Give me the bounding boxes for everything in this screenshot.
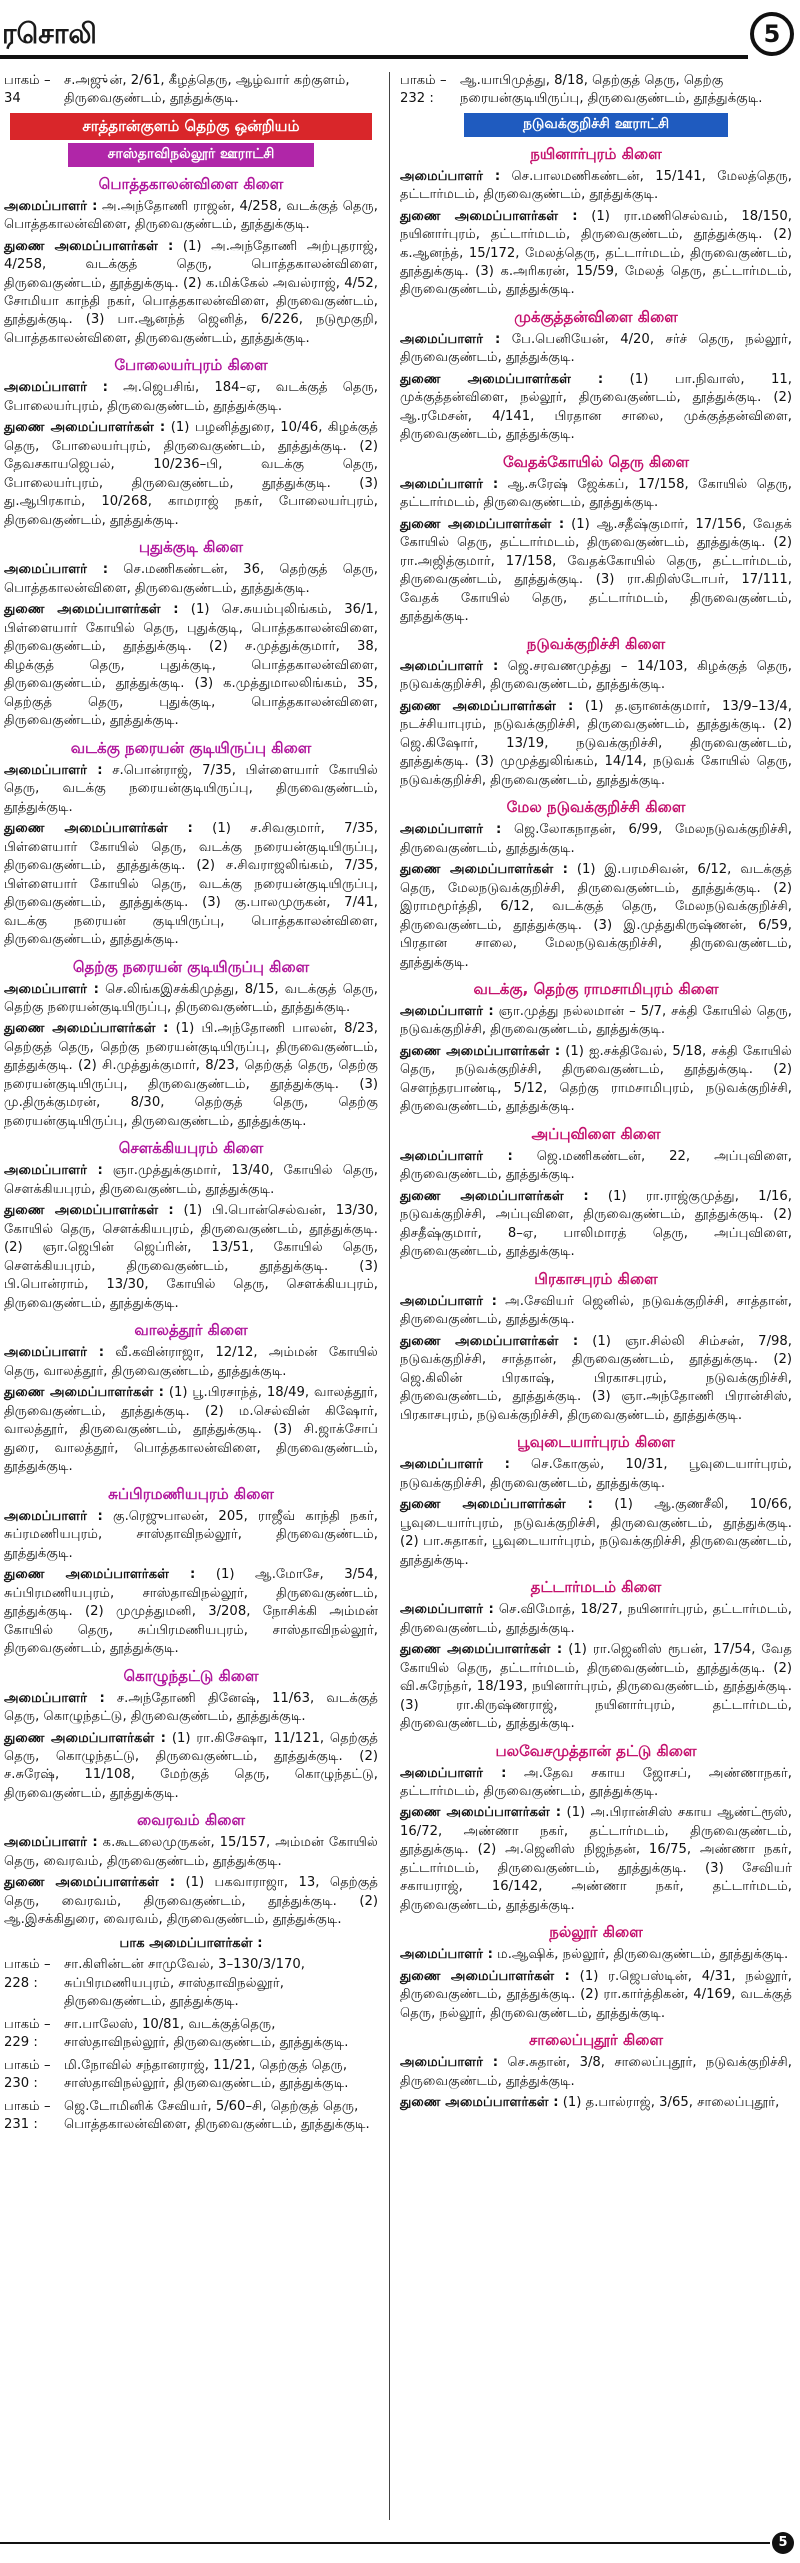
entry-label: அமைப்பாளர் : bbox=[4, 1345, 105, 1361]
entry-label: அமைப்பாளர் : bbox=[400, 1602, 494, 1618]
entry-text: க.கூடலைமுருகன், 15/157, அம்மன் கோயில் தெரு, வைரவம், திருவைகுண்டம், தூத்துக்குடி. bbox=[4, 1835, 378, 1869]
entry-label: அமைப்பாளர் : bbox=[4, 1163, 103, 1179]
ward-entry bbox=[4, 2098, 378, 2135]
branch-title: சௌக்கியபுரம் கிளை bbox=[118, 1139, 264, 1158]
entry-text: ச.அந்தோணி தினேஷ், 11/63, வடக்குத் தெரு, கொழுந்தட்டு, திருவைகுண்டம், தூத்துக்குடி. bbox=[4, 1690, 378, 1725]
entry-label: துணை அமைப்பாளர்கள் : bbox=[400, 698, 574, 714]
organizer-entry bbox=[4, 198, 378, 235]
entry-text: (1) ஆ.மோசே, 3/54, சுப்பிரமணியபுரம், சாஸ்தாவிநல்லூர், திருவைகுண்டம், தூத்துக்குடி. (2) முமுத்துமனி, 3/208, நோசிக்கி அம்மன் கோயில் தெரு, சுப்பிரமணியபுரம், சாஸ்தாவிநல்லூர், திருவைகுண்டம், தூத்துக்குடி. bbox=[4, 1567, 379, 1657]
entry-text: செ.லிங்கஇசக்கிமுத்து, 8/15, வடக்குத் தெரு, தெற்கு நரையன்குடியிருப்பு, திருவைகுண்டம், தூத்துக்குடி. bbox=[4, 981, 379, 1015]
organizer-entry bbox=[4, 1834, 378, 1871]
ward-text: ஆ.யாபிமுத்து, 8/18, தெற்குத் தெரு, தெற்கு நரையன்குடியிருப்பு, திருவைகுண்டம், தூத்துக்குடி. bbox=[460, 73, 763, 107]
entry-text: (1) ரா.மணிசெல்வம், 18/150, நயினார்புரம், தட்டார்மடம், திருவைகுண்டம், தூத்துக்குடி. (2) க.ஆனந்த், 15/172, மேலத்தெரு, தட்டார்மடம், திருவைகுண்டம், தூத்துக்குடி. (3) க.அரிகரன், 15/59, மேலத் தெரு, தட்டார்மடம், திருவைகுண்டம், தூத்துக்குடி. bbox=[400, 208, 792, 298]
ward-entry bbox=[4, 2057, 378, 2094]
entry-text: ஆ.சுரேஷ் ஜேக்கப், 17/158, கோயில் தெரு, தட்டார்மடம், திருவைகுண்டம், தூத்துக்குடி. bbox=[400, 476, 793, 511]
organizer-entry bbox=[400, 2054, 792, 2091]
entry-label: அமைப்பாளர் : bbox=[400, 168, 501, 184]
branch-title: பலவேசமுத்தான் தட்டு கிளை bbox=[495, 1741, 697, 1760]
entry-text: அ.சேவியர் ஜெனில், நடுவக்குறிச்சி, சாத்தான், திருவைகுண்டம், தூத்துக்குடி. bbox=[400, 1293, 792, 1328]
branch-title: வடக்கு, தெற்கு ராமசாமிபுரம் கிளை bbox=[473, 980, 719, 998]
organizer-entry bbox=[400, 1946, 792, 1964]
entry-text: (1) பழனித்துரை, 10/46, கிழக்குத் தெரு, போலையர்புரம், திருவைகுண்டம், தூத்துக்குடி. (2) தேவசகாயஜெபல், 10/236–பி, வடக்கு தெரு, போலையர்புரம், திருவைகுண்டம், தூத்துக்குடி. (3) து.ஆபிரகாம், 10/268, காமராஜ் நகர், போலையர்புரம், திருவைகுண்டம், தூத்துக்குடி. bbox=[4, 420, 378, 528]
organizer-entry bbox=[4, 379, 378, 416]
entry-label: அமைப்பாளர் : bbox=[400, 476, 499, 492]
entry-label: அமைப்பாளர் : bbox=[400, 822, 502, 838]
entry-label: துணை அமைப்பாளர்கள் : bbox=[4, 821, 193, 837]
organizer-entry bbox=[400, 658, 792, 695]
entry-label: அமைப்பாளர் : bbox=[400, 1765, 507, 1781]
branch-title: கொழுந்தட்டு கிளை bbox=[123, 1666, 259, 1685]
entry-text: அ.தேவ சகாய ஜோசப், அண்ணாநகர், தட்டார்மடம், திருவைகுண்டம், தூத்துக்குடி. bbox=[400, 1765, 792, 1799]
entry-label: அமைப்பாளர் : bbox=[400, 2055, 499, 2071]
organizer-entry bbox=[4, 981, 378, 1018]
entry-text: ச.பொன்ராஜ், 7/35, பிள்ளையார் கோயில் தெரு, வடக்கு நரையன்குடியிருப்பு, திருவைகுண்டம், தூத்துக்குடி. bbox=[4, 762, 378, 815]
entry-label: துணை அமைப்பாளர்கள் : bbox=[400, 2095, 559, 2111]
entry-label: துணை அமைப்பாளர்கள் : bbox=[400, 1188, 589, 1204]
entry-label: துணை அமைப்பாளர்கள் : bbox=[400, 862, 568, 878]
deputy-organizers-entry bbox=[400, 861, 792, 972]
panchayat-title-bar: சாஸ்தாவிநல்லூர் ஊராட்சி bbox=[68, 143, 314, 167]
left-column bbox=[0, 72, 384, 2520]
right-column bbox=[394, 72, 796, 2520]
page-header bbox=[0, 0, 800, 72]
entry-text: (1) ரா.ஜெனிஸ் ரூபன், 17/54, வேத கோயில் தெரு, தட்டார்மடம், திருவைகுண்டம், தூத்துக்குடி. (2) வி.சுரேந்தர், 18/193, நயினார்புரம், திருவைகுண்டம், தூத்துக்குடி. (3) ரா.கிருஷ்ணராஜ், நயினார்புரம், தட்டார்மடம், திருவைகுண்டம், தூத்துக்குடி. bbox=[400, 1642, 792, 1732]
entry-text: (1) த.பால்ராஜ், 3/65, சாலைப்புதூர், bbox=[562, 2095, 780, 2111]
ward-list bbox=[4, 1956, 378, 2134]
entry-text: அ.அந்தோணி ராஜன், 4/258, வடக்குத் தெரு, பொத்தகாலன்விளை, திருவைகுண்டம், தூத்துக்குடி. bbox=[4, 198, 378, 233]
branch-title: வடக்கு நரையன் குடியிருப்பு கிளை bbox=[70, 738, 312, 757]
deputy-organizers-entry bbox=[4, 820, 378, 949]
ward-entry bbox=[4, 72, 378, 109]
organizer-entry bbox=[400, 168, 792, 205]
organizer-entry bbox=[4, 762, 378, 817]
entry-label: துணை அமைப்பாளர்கள் : bbox=[400, 1333, 579, 1349]
entry-label: அமைப்பாளர் : bbox=[4, 762, 103, 778]
organizer-entry bbox=[4, 1690, 378, 1727]
deputy-organizers-entry bbox=[400, 1804, 792, 1915]
entry-label: அமைப்பாளர் : bbox=[400, 1457, 510, 1473]
entry-text: (1) ஞா.சில்லி சிம்சன், 7/98, நடுவக்குறிச்சி, சாத்தான், திருவைகுண்டம், தூத்துக்குடி. (2) ஜெ.கிலின் பிரகாஷ், பிரகாசபுரம், நடுவக்குறிச்சி, திருவைகுண்டம், தூத்துக்குடி. (3) ஞா.அந்தோணி பிரான்சிஸ், பிரகாசபுரம், நடுவக்குறிச்சி, திருவைகுண்டம், தூத்துக்குடி. bbox=[400, 1333, 792, 1423]
page-number-badge: 5 bbox=[750, 12, 794, 56]
branch-title: வாலத்தூர் கிளை bbox=[134, 1321, 248, 1340]
entry-label: அமைப்பாளர் : bbox=[4, 1508, 103, 1524]
entry-text: ம.ஆஷிக், நல்லூர், திருவைகுண்டம், தூத்துக்குடி. bbox=[497, 1947, 789, 1963]
entry-label: துணை அமைப்பாளர்கள் : bbox=[400, 1642, 563, 1658]
organizer-entry bbox=[400, 821, 792, 858]
entry-text: ஜெ.மணிகண்டன், 22, அப்புவிளை, திருவைகுண்டம், தூத்துக்குடி. bbox=[400, 1148, 792, 1183]
organizer-entry bbox=[400, 1293, 792, 1330]
branch-title: நல்லூர் கிளை bbox=[549, 1923, 643, 1942]
entry-label: அமைப்பாளர் : bbox=[4, 981, 99, 997]
entry-text: கு.ரெஜுபாலன், 205, ராஜீவ் காந்தி நகர், சுப்ரமணியபுரம், சாஸ்தாவிநல்லூர், திருவைகுண்டம், தூத்துக்குடி. bbox=[4, 1508, 378, 1561]
entry-text: செ.மணிகண்டன், 36, தெற்குத் தெரு, பொத்தகாலன்விளை, திருவைகுண்டம், தூத்துக்குடி. bbox=[4, 562, 378, 596]
deputy-organizers-entry bbox=[4, 419, 378, 530]
entry-label: அமைப்பாளர் : bbox=[4, 380, 108, 396]
entry-text: அ.ஜெபசிங், 184–ஏ, வடக்குத் தெரு, போலையர்புரம், திருவைகுண்டம், தூத்துக்குடி. bbox=[4, 380, 379, 414]
entry-text: (1) ரா.ராஜ்குமுத்து, 1/16, நடுவக்குறிச்சி, அப்புவிளை, திருவைகுண்டம், தூத்துக்குடி. (2) திசதீஷ்குமார், 8–ஏ, பாலிமாரத் தெரு, அப்புவிளை, திருவைகுண்டம், தூத்துக்குடி. bbox=[400, 1188, 792, 1260]
organizer-entry bbox=[400, 1148, 792, 1185]
ward-number: பாகம் – 232 : bbox=[400, 73, 447, 107]
deputy-organizers-entry bbox=[400, 1333, 792, 1425]
organizer-entry bbox=[400, 1765, 792, 1802]
entry-label: துணை அமைப்பாளர்கள் : bbox=[400, 208, 578, 224]
column-divider bbox=[389, 72, 390, 2520]
entry-label: துணை அமைப்பாளர்கள் : bbox=[400, 1805, 562, 1821]
entry-label: துணை அமைப்பாளர்கள் : bbox=[400, 371, 604, 387]
branch-title: வேதக்கோயில் தெரு கிளை bbox=[502, 452, 690, 471]
entry-label: அமைப்பாளர் : bbox=[4, 562, 108, 578]
entry-text: (1) ரா.கிசேஷா, 11/121, தெற்குத் தெரு, கொழுந்தட்டு, திருவைகுண்டம், தூத்துக்குடி. (2) ச.சுரேஷ், 11/108, மேற்குத் தெரு, கொழுந்தட்டு, திருவைகுண்டம், தூத்துக்குடி. bbox=[4, 1730, 378, 1801]
footer-page-number: 5 bbox=[772, 2532, 794, 2554]
entry-text: (1) ஆ.சதீஷ்குமார், 17/156, வேதக் கோயில் தெரு, தட்டார்மடம், திருவைகுண்டம், தூத்துக்குடி. (2) ரா.அஜித்குமார், 17/158, வேதக்கோயில் தெரு, தட்டார்மடம், திருவைகுண்டம், தூத்துக்குடி. (3) ரா.கிறிஸ்டோபர், 17/111, வேதக் கோயில் தெரு, தட்டார்மடம், திருவைகுண்டம், தூத்துக்குடி. bbox=[400, 516, 792, 625]
deputy-organizers-entry bbox=[4, 1566, 378, 1658]
panchayat-title-bar: நடுவக்குறிச்சி ஊராட்சி bbox=[464, 113, 728, 137]
entry-text: (1) அ.அந்தோணி அற்புதராஜ், 4/258, வடக்குத் தெரு, பொத்தகாலன்விளை, திருவைகுண்டம், தூத்துக்குடி. (2) க.மிக்கேல் அவல்ராஜ், 4/52, சோமியா காந்தி நகர், பொத்தகாலன்விளை, திருவைகுண்டம், தூத்துக்குடி. (3) பா.ஆனந்த் ஜெனித், 6/226, நடுமூகுறி, பொத்தகாலன்விளை, திருவைகுண்டம், தூத்துக்குடி. bbox=[4, 238, 378, 346]
ward-entry bbox=[4, 1956, 378, 2011]
ward-text: ஜெ.டோமினிக் சேவியர், 5/60–சி, தெற்குத் தெரு, பொத்தகாலன்விளை, திருவைகுண்டம், தூத்துக்குடி. bbox=[64, 2098, 370, 2133]
entry-text: ஞா.முத்து நல்லமான் – 5/7, சக்தி கோயில் தெரு, நடுவக்குறிச்சி, திருவைகுண்டம், தூத்துக்குடி. bbox=[400, 1004, 793, 1038]
ward-number: பாகம் – 231 : bbox=[4, 2098, 51, 2133]
branch-title: தட்டார்மடம் கிளை bbox=[530, 1578, 662, 1597]
branch-title: முக்குத்தன்விளை கிளை bbox=[514, 307, 678, 326]
deputy-organizers-entry bbox=[400, 2094, 792, 2112]
branch-title: மேல நடுவக்குறிச்சி கிளை bbox=[506, 798, 686, 817]
entry-label: அமைப்பாளர் : bbox=[400, 1004, 494, 1019]
entry-text: (1) இ.பரமசிவன், 6/12, வடக்குத் தெரு, மேலநடுவக்குறிச்சி, திருவைகுண்டம், தூத்துக்குடி. (2) இராமமூர்த்தி, 6/12, வடக்குத் தெரு, மேலநடுவக்குறிச்சி, திருவைகுண்டம், தூத்துக்குடி. (3) இ.முத்துகிருஷ்ணன், 6/59, பிரதான சாலை, மேலநடுவக்குறிச்சி, திருவைகுண்டம், தூத்துக்குடி. bbox=[400, 862, 792, 970]
entry-text: செ.சுதான், 3/8, சாலைப்புதூர், நடுவக்குறிச்சி, திருவைகுண்டம், தூத்துக்குடி. bbox=[400, 2055, 792, 2089]
entry-label: துணை அமைப்பாளர்கள் : bbox=[400, 516, 565, 532]
ward-text: ச.அஜு்ன், 2/61, கீழத்தெரு, ஆழ்வார் கற்குளம், திருவைகுண்டம், தூத்துக்குடி. bbox=[64, 73, 350, 107]
entry-text: (1) பி.பொன்செல்வன், 13/30, கோயில் தெரு, சௌக்கியபுரம், திருவைகுண்டம், தூத்துக்குடி. (2) ஞா.ஜெபின் ஜெப்ரின், 13/51, கோயில் தெரு, சௌக்கியபுரம், திருவைகுண்டம், தூத்துக்குடி. (3) பி.பொன்ராம், 13/30, கோயில் தெரு, சௌக்கியபுரம், திருவைகுண்டம், தூத்துக்குடி. bbox=[4, 1203, 378, 1311]
deputy-organizers-entry bbox=[4, 1020, 378, 1131]
entry-label: அமைப்பாளர் : bbox=[4, 198, 98, 214]
entry-label: துணை அமைப்பாளர்கள் : bbox=[4, 1021, 169, 1037]
entry-label: துணை அமைப்பாளர்கள் : bbox=[400, 1968, 570, 1984]
entry-text: (1) ர.ஜெபஸ்டின், 4/31, நல்லூர், திருவைகுண்டம், தூத்துக்குடி. (2) ரா.கார்த்திகன், 4/169, வடக்குத் தெரு, நல்லூர், திருவைகுண்டம், தூத்துக்குடி. bbox=[400, 1968, 792, 2021]
deputy-organizers-entry bbox=[400, 516, 792, 627]
branch-title: சுப்பிரமணியபுரம் கிளை bbox=[108, 1484, 274, 1503]
organizer-entry bbox=[4, 1344, 378, 1381]
ward-entry bbox=[400, 72, 792, 109]
organizer-entry bbox=[400, 476, 792, 513]
branch-list bbox=[400, 144, 792, 2113]
branch-title: பொத்தகாலன்விளை கிளை bbox=[98, 174, 284, 193]
entry-label: துணை அமைப்பாளர்கள் : bbox=[4, 420, 166, 436]
ward-text: சா.பாலேஸ், 10/81, வடக்குத்தெரு, சாஸ்தாவிநல்லூர், திருவைகுண்டம், தூத்துக்குடி. bbox=[64, 2016, 349, 2051]
branch-title: புதுக்குடி கிளை bbox=[138, 538, 244, 557]
deputy-organizers-entry bbox=[4, 1384, 378, 1476]
entry-text: (1) செ.சுயம்புலிங்கம், 36/1, பிள்ளையார் கோயில் தெரு, புதுக்குடி, பொத்தகாலன்விளை, திருவைகுண்டம், தூத்துக்குடி. (2) ச.முத்துக்குமார், 38, கிழக்குத் தெரு, புதுக்குடி, பொத்தகாலன்விளை, திருவைகுண்டம், தூத்துக்குடி. (3) க.முத்துமாலலிங்கம், 35, தெற்குத் தெரு, புதுக்குடி, பொத்தகாலன்விளை, திருவைகுண்டம், தூத்துக்குடி. bbox=[4, 602, 379, 729]
entry-label: துணை அமைப்பாளர்கள் : bbox=[4, 238, 174, 254]
deputy-organizers-entry bbox=[4, 1730, 378, 1804]
entry-label: துணை அமைப்பாளர்கள் : bbox=[4, 1203, 174, 1219]
entry-label: துணை அமைப்பாளர்கள் : bbox=[400, 1497, 593, 1513]
branch-title: வைரவம் கிளை bbox=[137, 1811, 245, 1830]
entry-text: ஜெ.லோகநாதன், 6/99, மேலநடுவக்குறிச்சி, திருவைகுண்டம், தூத்துக்குடி. bbox=[400, 822, 792, 856]
entry-text: (1) பி.அந்தோணி பாலன், 8/23, தெற்குத் தெரு, தெற்கு நரையன்குடியிருப்பு, திருவைகுண்டம், தூத்துக்குடி. (2) சி.முத்துக்குமார், 8/23, தெற்குத் தெரு, தெற்கு நரையன்குடியிருப்பு, திருவைகுண்டம், தூத்துக்குடி. (3) மு.திருக்குமரன், 8/30, தெற்குத் தெரு, தெற்கு நரையன்குடியிருப்பு, திருவைகுண்டம், தூத்துக்குடி. bbox=[4, 1021, 378, 1129]
entry-text: (1) த.ஞானக்குமார், 13/9–13/4, நடச்சியாபுரம், நடுவக்குறிச்சி, திருவைகுண்டம், தூத்துக்குடி. (2) ஜெ.கிஷோர், 13/19, நடுவக்குறிச்சி, திருவைகுண்டம், தூத்துக்குடி. (3) முமுத்துலிங்கம், 14/14, நடுவக் கோயில் தெரு, நடுவக்குறிச்சி, திருவைகுண்டம், தூத்துக்குடி. bbox=[400, 698, 792, 788]
branch-title: அப்புவிளை கிளை bbox=[531, 1124, 661, 1143]
footer-rule bbox=[0, 2542, 770, 2544]
deputy-organizers-entry bbox=[400, 698, 792, 790]
entry-text: ஜெ.சரவணமுத்து – 14/103, கிழக்குத் தெரு, நடுவக்குறிச்சி, திருவைகுண்டம், தூத்துக்குடி. bbox=[400, 658, 792, 693]
branch-title: நடுவக்குறிச்சி கிளை bbox=[526, 634, 666, 653]
deputy-organizers-entry bbox=[400, 1641, 792, 1733]
organizer-entry bbox=[4, 1508, 378, 1563]
entry-label: துணை அமைப்பாளர்கள் : bbox=[4, 1385, 164, 1401]
deputy-organizers-entry bbox=[400, 371, 792, 445]
entry-text: செ.கோகுல், 10/31, பூவுடையார்புரம், நடுவக்குறிச்சி, திருவைகுண்டம், தூத்துக்குடி. bbox=[400, 1457, 793, 1491]
branch-title: பூவுடையார்புரம் கிளை bbox=[517, 1433, 675, 1452]
organizer-entry bbox=[400, 331, 792, 368]
deputy-organizers-entry bbox=[400, 208, 792, 300]
branch-title: சாலைப்புதூர் கிளை bbox=[529, 2031, 663, 2050]
organizer-entry bbox=[400, 1456, 792, 1493]
entry-label: துணை அமைப்பாளர்கள் : bbox=[4, 1730, 166, 1746]
entry-text: (1) பகவாராஜா, 13, தெற்குத் தெரு, வைரவம், திருவைகுண்டம், தூத்துக்குடி. (2) ஆ.இசக்கிதுரை, வைரவம், திருவைகுண்டம், தூத்துக்குடி. bbox=[4, 1875, 378, 1928]
ward-number: பாகம் – 228 : bbox=[4, 1957, 51, 1991]
entry-label: துணை அமைப்பாளர்கள் : bbox=[4, 1875, 176, 1891]
branch-title: தெற்கு நரையன் குடியிருப்பு கிளை bbox=[72, 957, 310, 976]
entry-text: (1) பூ.பிரசாந்த், 18/49, வாலத்தூர், திருவைகுண்டம், தூத்துக்குடி. (2) ம.செல்வின் கிஷோர், வாலத்தூர், திருவைகுண்டம், தூத்துக்குடி. (3) சி.ஜாக்சோப் துரை, வாலத்தூர், பொத்தகாலன்விளை, திருவைகுண்டம், தூத்துக்குடி. bbox=[4, 1385, 378, 1475]
deputy-organizers-entry bbox=[400, 1968, 792, 2023]
ward-number: பாகம் – 229 : bbox=[4, 2016, 51, 2051]
entry-label: அமைப்பாளர் : bbox=[400, 1947, 493, 1963]
entry-label: துணை அமைப்பாளர்கள் : bbox=[4, 602, 179, 618]
branch-title: நயினார்புரம் கிளை bbox=[530, 144, 662, 163]
entry-text: செ.விமோத், 18/27, நயினார்புரம், தட்டார்மடம், திருவைகுண்டம், தூத்துக்குடி. bbox=[400, 1602, 792, 1636]
header-rule bbox=[0, 55, 748, 59]
organizer-entry bbox=[4, 561, 378, 598]
ward-text: சா.கிளின்டன் சாமுவேல், 3–130/3/170, சுப்பிரமணியபுரம், சாஸ்தாவிநல்லூர், திருவைகுண்டம், தூத்துக்குடி. bbox=[64, 1957, 305, 2010]
ward-text: மி.நோவில் சந்தானராஜ், 11/21, தெற்குத் தெரு, சாஸ்தாவிநல்லூர், திருவைகுண்டம், தூத்துக்குடி. bbox=[64, 2057, 349, 2092]
deputy-organizers-entry bbox=[4, 238, 378, 349]
organizer-entry bbox=[400, 1003, 792, 1040]
entry-label: அமைப்பாளர் : bbox=[4, 1690, 105, 1706]
entry-text: (1) ஐ.சக்திவேல், 5/18, சக்தி கோயில் தெரு, நடுவக்குறிச்சி, திருவைகுண்டம், தூத்துக்குடி. (2) சௌந்தரபாண்டி, 5/12, தெற்கு ராமசாமிபுரம், நடுவக்குறிச்சி, திருவைகுண்டம், தூத்துக்குடி. bbox=[400, 1043, 792, 1115]
entry-text: பே.பெனியேன், 4/20, சர்ச் தெரு, நல்லூர், திருவைகுண்டம், தூத்துக்குடி. bbox=[400, 331, 792, 366]
entry-label: அமைப்பாளர் : bbox=[400, 331, 501, 347]
union-title-bar: சாத்தான்குளம் தெற்கு ஒன்றியம் bbox=[10, 113, 372, 140]
deputy-organizers-entry bbox=[400, 1043, 792, 1117]
entry-text: செ.பாலமணிகண்டன், 15/141, மேலத்தெரு, தட்டார்மடம், திருவைகுண்டம், தூத்துக்குடி. bbox=[400, 168, 793, 203]
entry-label: அமைப்பாளர் : bbox=[400, 658, 499, 674]
branch-title: போலையர்புரம் கிளை bbox=[114, 356, 268, 375]
ward-heading: பாக அமைப்பாளர்கள் : bbox=[119, 1935, 263, 1951]
branch-title: பிரகாசபுரம் கிளை bbox=[534, 1269, 658, 1288]
ward-entry bbox=[4, 2016, 378, 2053]
branch-list bbox=[4, 174, 378, 1930]
entry-text: (1) ஆ.குணசீலி, 10/66, பூவுடையார்புரம், நடுவக்குறிச்சி, திருவைகுண்டம், தூத்துக்குடி. (2) பா.சுதாகர், பூவுடையார்புரம், நடுவக்குறிச்சி, திருவைகுண்டம், தூத்துக்குடி. bbox=[400, 1497, 793, 1568]
entry-text: வீ.கவின்ராஜா, 12/12, அம்மன் கோயில் தெரு, வாலத்தூர், திருவைகுண்டம், தூத்துக்குடி. bbox=[4, 1345, 378, 1379]
entry-text: (1) பா.நிவாஸ், 11, முக்குத்தன்விளை, நல்லூர், திருவைகுண்டம், தூத்துக்குடி. (2) ஆ.ரமேசன், 4/141, பிரதான சாலை, முக்குத்தன்விளை, திருவைகுண்டம், தூத்துக்குடி. bbox=[400, 371, 792, 443]
entry-label: அமைப்பாளர் : bbox=[400, 1293, 497, 1309]
organizer-entry bbox=[4, 1162, 378, 1199]
entry-text: ஞா.முத்துக்குமார், 13/40, கோயில் தெரு, சௌக்கியபுரம், திருவைகுண்டம், தூத்துக்குடி. bbox=[4, 1163, 378, 1197]
entry-label: அமைப்பாளர் : bbox=[4, 1835, 98, 1851]
deputy-organizers-entry bbox=[400, 1496, 792, 1570]
organizer-entry bbox=[400, 1601, 792, 1638]
ward-number: பாகம் – 34 bbox=[4, 73, 51, 107]
newspaper-name: ரசொலி bbox=[2, 17, 97, 50]
entry-label: அமைப்பாளர் : bbox=[400, 1148, 513, 1164]
ward-number: பாகம் – 230 : bbox=[4, 2057, 51, 2092]
deputy-organizers-entry bbox=[400, 1188, 792, 1262]
entry-label: துணை அமைப்பாளர்கள் : bbox=[4, 1567, 196, 1583]
deputy-organizers-entry bbox=[4, 1202, 378, 1313]
entry-label: துணை அமைப்பாளர்கள் : bbox=[400, 1043, 561, 1059]
deputy-organizers-entry bbox=[4, 601, 378, 730]
entry-text: (1) அ.பிரான்சிஸ் சகாய ஆண்ட்ரூஸ், 16/72, அண்ணா நகர், தட்டார்மடம், திருவைகுண்டம், தூத்துக்குடி. (2) அ.ஜெனிஸ் நிஜந்தன், 16/75, அண்ணா நகர், தட்டார்மடம், திருவைகுண்டம், தூத்துக்குடி. (3) சேவியர் சகாயராஜ், 16/142, அண்ணா நகர், தட்டார்மடம், திருவைகுண்டம், தூத்துக்குடி. bbox=[400, 1805, 792, 1913]
deputy-organizers-entry bbox=[4, 1874, 378, 1929]
entry-text: (1) ச.சிவகுமார், 7/35, பிள்ளையார் கோயில் தெரு, வடக்கு நரையன்குடியிருப்பு, திருவைகுண்டம், தூத்துக்குடி. (2) ச.சிவராஜலிங்கம், 7/35, பிள்ளையார் கோயில் தெரு, வடக்கு நரையன்குடியிருப்பு, திருவைகுண்டம், தூத்துக்குடி. (3) கு.பாலமுருகன், 7/41, வடக்கு நரையன் குடியிருப்பு, பொத்தகாலன்விளை, திருவைகுண்டம், தூத்துக்குடி. bbox=[4, 821, 378, 948]
